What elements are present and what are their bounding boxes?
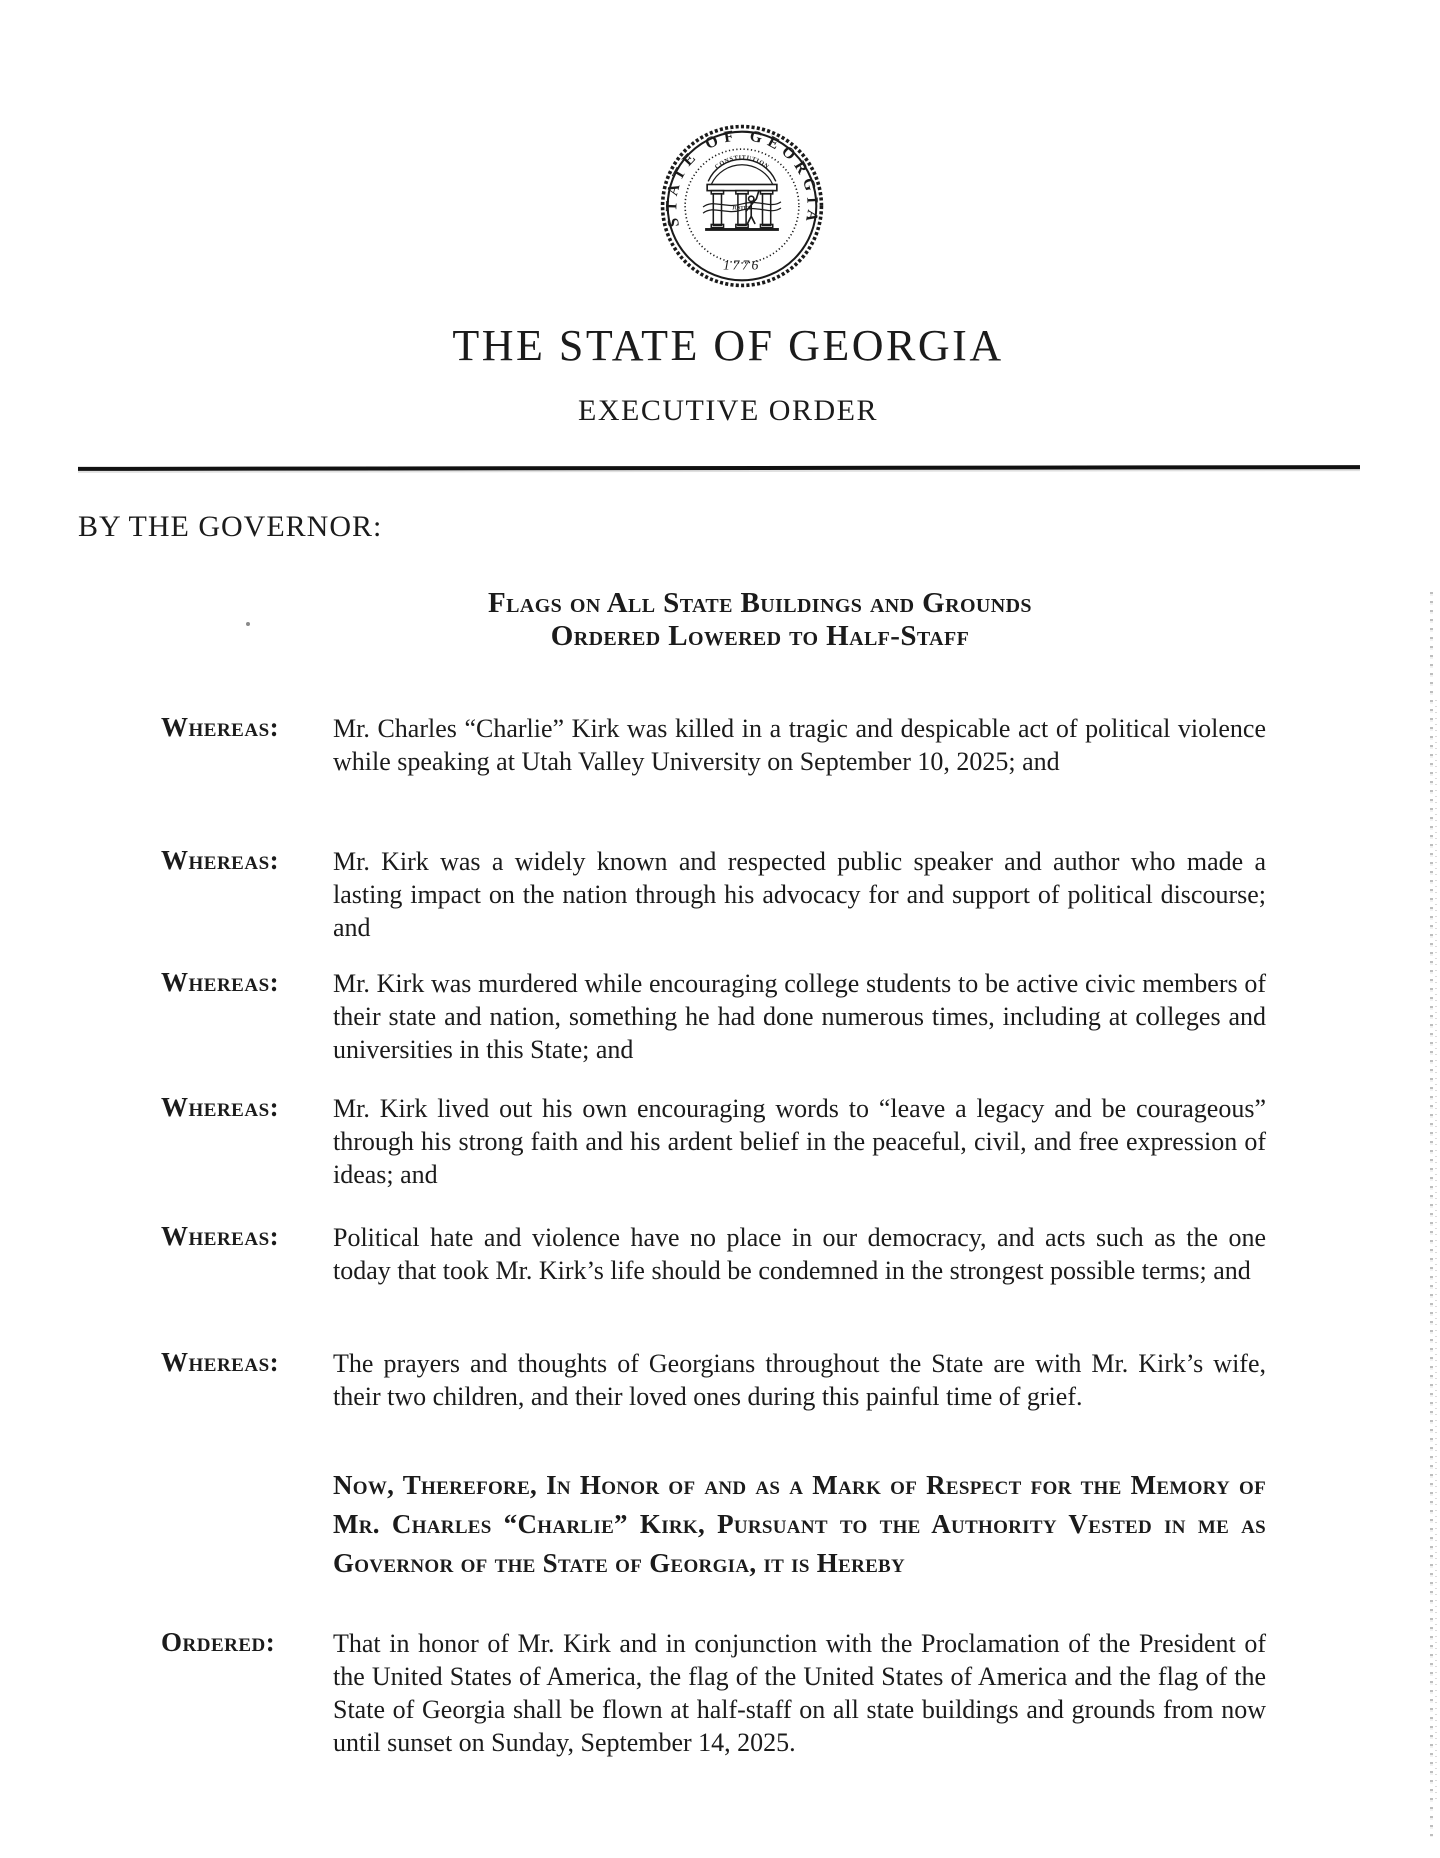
document-title: THE STATE OF GEORGIA: [452, 321, 1004, 370]
whereas-clause-2: [161, 845, 1266, 944]
whereas-label: Whereas:: [161, 1092, 280, 1122]
byline: BY THE GOVERNOR:: [78, 510, 383, 543]
whereas-clause-5: [161, 1221, 1266, 1287]
whereas-text: Mr. Charles “Charlie” Kirk was killed in a tragic and despicable act of political violence while speaking at Utah Valley University on September 10, 2025; and: [333, 714, 1266, 776]
document-subtitle: EXECUTIVE ORDER: [578, 394, 878, 427]
order-heading-line1: Flags on All State Buildings and Grounds: [488, 587, 1032, 619]
whereas-text: Mr. Kirk lived out his own encouraging words to “leave a legacy and be courageous” through his strong faith and his ardent belief in the peaceful, civil, and free expression of ideas; and: [333, 1094, 1266, 1189]
whereas-text: Political hate and violence have no place in our democracy, and acts such as the one today that took Mr. Kirk’s life should be condemned in the strongest possible terms; and: [333, 1223, 1266, 1285]
whereas-text: Mr. Kirk was a widely known and respected public speaker and author who made a lasting impact on the nation through his advocacy for and support of political discourse; and: [333, 847, 1266, 942]
svg-text:CONSTITUTION: [714, 155, 769, 170]
therefore-clause: Now, Therefore, In Honor of and as a Mark of Respect for the Memory of Mr. Charles “Charlie” Kirk, Pursuant to the Authority Vested in me as Governor of the State of Georgia, it is Hereby: [333, 1470, 1266, 1578]
whereas-label: Whereas:: [161, 1347, 280, 1377]
order-heading: [302, 587, 1218, 653]
svg-text:STATE OF GEORGIA: [663, 127, 821, 228]
scan-artifact-right-edge-2: [1435, 700, 1437, 1800]
seal-ring-text: STATE OF GEORGIA: [663, 127, 821, 229]
whereas-label: Whereas:: [161, 712, 280, 742]
ordered-clause: [161, 1627, 1266, 1759]
whereas-text: Mr. Kirk was murdered while encouraging college students to be active civic members of their state and nation, something he had done numerous times, including at colleges and universities in this State; and: [333, 969, 1266, 1064]
header-divider: [78, 465, 1360, 471]
ordered-text: That in honor of Mr. Kirk and in conjunction with the Proclamation of the President of the United States of America, the flag of the United States of America and the flag of the State of Georgia shall be flown at half-staff on all state buildings and grounds from now until sunset on Sunday, September 14, 2025.: [333, 1629, 1266, 1757]
whereas-clause-1: [161, 712, 1266, 778]
seal-banner-text: JUSTICE: [732, 206, 752, 212]
order-heading-line2: Ordered Lowered to Half-Staff: [550, 620, 970, 652]
scan-artifact-right-edge: [1430, 592, 1433, 1837]
whereas-text: The prayers and thoughts of Georgians throughout the State are with Mr. Kirk’s wife, their two children, and their loved ones during this painful time of grief.: [333, 1349, 1266, 1411]
whereas-label: Whereas:: [161, 845, 280, 875]
whereas-clause-3: [161, 967, 1266, 1066]
whereas-label: Whereas:: [161, 967, 280, 997]
seal-year: 1776: [723, 257, 761, 273]
ordered-label: Ordered:: [161, 1627, 276, 1657]
scan-noise-dot: [246, 622, 250, 626]
whereas-clause-6: [161, 1347, 1266, 1413]
georgia-state-seal-icon: [660, 122, 824, 290]
seal-arch-text: CONSTITUTION: [714, 155, 770, 171]
whereas-clause-4: [161, 1092, 1266, 1191]
whereas-label: Whereas:: [161, 1221, 280, 1251]
